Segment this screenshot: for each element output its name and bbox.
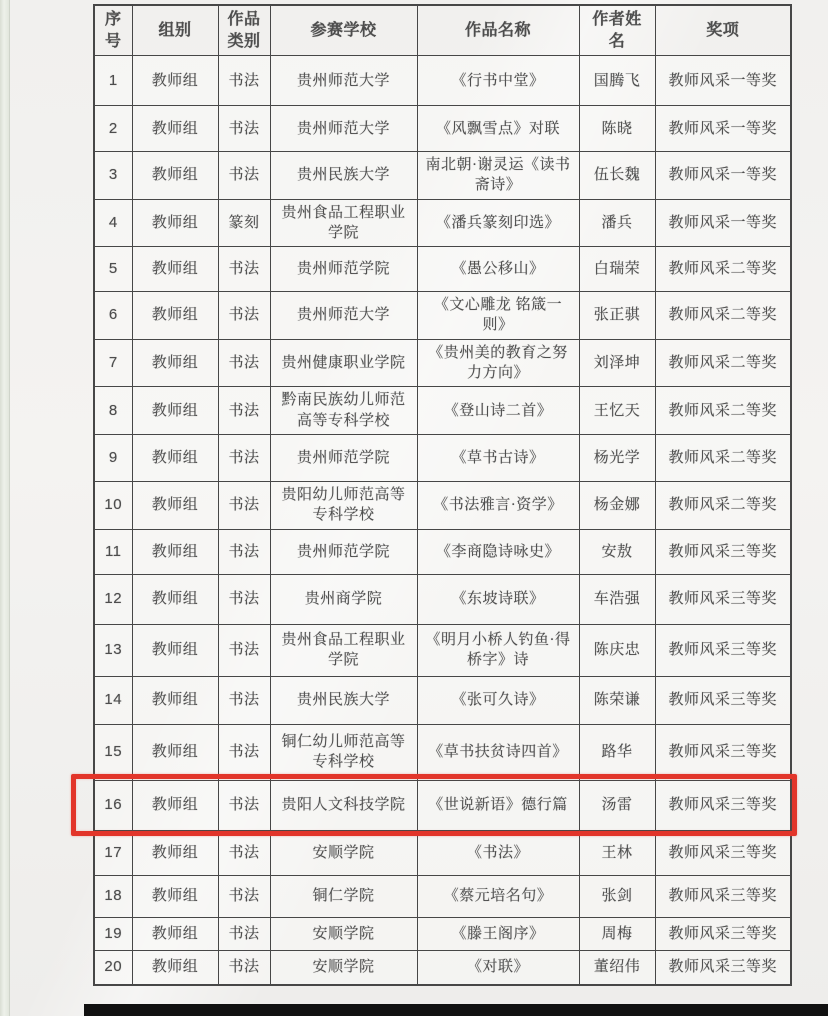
table-row xyxy=(94,387,791,435)
cell-award: 教师风采二等奖 xyxy=(655,482,791,530)
cell-group: 教师组 xyxy=(132,780,218,830)
cell-author: 杨金娜 xyxy=(579,482,655,530)
cell-group: 教师组 xyxy=(132,435,218,482)
cell-no: 3 xyxy=(94,152,132,200)
cell-group: 教师组 xyxy=(132,830,218,875)
cell-school: 贵阳幼儿师范高等专科学校 xyxy=(270,482,417,530)
cell-category: 书法 xyxy=(218,106,270,152)
column-header-author: 作者姓名 xyxy=(579,5,655,56)
cell-author: 董绍伟 xyxy=(579,950,655,985)
cell-no: 17 xyxy=(94,830,132,875)
cell-category: 书法 xyxy=(218,247,270,292)
cell-group: 教师组 xyxy=(132,56,218,106)
cell-group: 教师组 xyxy=(132,624,218,676)
cell-category: 书法 xyxy=(218,624,270,676)
cell-category: 书法 xyxy=(218,482,270,530)
cell-work: 《东坡诗联》 xyxy=(417,574,579,624)
cell-group: 教师组 xyxy=(132,875,218,917)
cell-award: 教师风采三等奖 xyxy=(655,724,791,780)
cell-no: 13 xyxy=(94,624,132,676)
cell-work: 《世说新语》德行篇 xyxy=(417,780,579,830)
cell-category: 书法 xyxy=(218,875,270,917)
cell-award: 教师风采三等奖 xyxy=(655,950,791,985)
cell-category: 书法 xyxy=(218,56,270,106)
table-row xyxy=(94,917,791,950)
cell-work: 《张可久诗》 xyxy=(417,676,579,724)
cell-no: 15 xyxy=(94,724,132,780)
cell-award: 教师风采一等奖 xyxy=(655,106,791,152)
cell-award: 教师风采一等奖 xyxy=(655,56,791,106)
cell-category: 篆刻 xyxy=(218,199,270,247)
cell-group: 教师组 xyxy=(132,106,218,152)
table-row xyxy=(94,830,791,875)
cell-award: 教师风采二等奖 xyxy=(655,387,791,435)
cell-no: 11 xyxy=(94,529,132,574)
table-row xyxy=(94,950,791,985)
cell-group: 教师组 xyxy=(132,574,218,624)
cell-work: 《对联》 xyxy=(417,950,579,985)
cell-school: 贵州健康职业学院 xyxy=(270,339,417,387)
cell-work: 《明月小桥人钓鱼·得桥字》诗 xyxy=(417,624,579,676)
table-row xyxy=(94,482,791,530)
cell-school: 安顺学院 xyxy=(270,917,417,950)
cell-award: 教师风采一等奖 xyxy=(655,199,791,247)
awards-table xyxy=(93,4,792,986)
cell-school: 贵州师范学院 xyxy=(270,529,417,574)
cell-school: 贵州民族大学 xyxy=(270,152,417,200)
cell-school: 贵州食品工程职业学院 xyxy=(270,199,417,247)
cell-school: 贵州师范学院 xyxy=(270,247,417,292)
awards-table-body xyxy=(94,56,791,986)
cell-author: 王忆天 xyxy=(579,387,655,435)
cell-school: 贵州商学院 xyxy=(270,574,417,624)
cell-no: 16 xyxy=(94,780,132,830)
cell-work: 《书法》 xyxy=(417,830,579,875)
cell-school: 贵州食品工程职业学院 xyxy=(270,624,417,676)
photo-bottom-bar xyxy=(84,1004,828,1016)
cell-award: 教师风采三等奖 xyxy=(655,529,791,574)
cell-no: 10 xyxy=(94,482,132,530)
cell-work: 《风飘雪点》对联 xyxy=(417,106,579,152)
cell-no: 14 xyxy=(94,676,132,724)
cell-group: 教师组 xyxy=(132,152,218,200)
table-row xyxy=(94,152,791,200)
cell-group: 教师组 xyxy=(132,676,218,724)
cell-school: 铜仁幼儿师范高等专科学校 xyxy=(270,724,417,780)
cell-group: 教师组 xyxy=(132,199,218,247)
cell-work: 《书法雅言·资学》 xyxy=(417,482,579,530)
cell-author: 陈晓 xyxy=(579,106,655,152)
cell-school: 黔南民族幼儿师范高等专科学校 xyxy=(270,387,417,435)
cell-school: 贵州师范学院 xyxy=(270,435,417,482)
column-header-group: 组别 xyxy=(132,5,218,56)
cell-work: 《蔡元培名句》 xyxy=(417,875,579,917)
column-header-category: 作品类别 xyxy=(218,5,270,56)
cell-author: 白瑞荣 xyxy=(579,247,655,292)
cell-award: 教师风采三等奖 xyxy=(655,875,791,917)
cell-author: 张正骐 xyxy=(579,292,655,340)
table-row xyxy=(94,529,791,574)
cell-author: 陈庆忠 xyxy=(579,624,655,676)
cell-work: 《李商隐诗咏史》 xyxy=(417,529,579,574)
cell-category: 书法 xyxy=(218,917,270,950)
cell-no: 7 xyxy=(94,339,132,387)
cell-award: 教师风采三等奖 xyxy=(655,676,791,724)
cell-category: 书法 xyxy=(218,724,270,780)
table-row xyxy=(94,56,791,106)
cell-no: 1 xyxy=(94,56,132,106)
cell-group: 教师组 xyxy=(132,529,218,574)
cell-author: 杨光学 xyxy=(579,435,655,482)
cell-category: 书法 xyxy=(218,435,270,482)
cell-award: 教师风采二等奖 xyxy=(655,292,791,340)
cell-no: 19 xyxy=(94,917,132,950)
cell-group: 教师组 xyxy=(132,292,218,340)
cell-award: 教师风采二等奖 xyxy=(655,339,791,387)
table-row xyxy=(94,574,791,624)
cell-no: 2 xyxy=(94,106,132,152)
cell-group: 教师组 xyxy=(132,339,218,387)
column-header-no: 序号 xyxy=(94,5,132,56)
cell-author: 张剑 xyxy=(579,875,655,917)
cell-school: 贵州民族大学 xyxy=(270,676,417,724)
table-row xyxy=(94,106,791,152)
cell-work: 《草书古诗》 xyxy=(417,435,579,482)
cell-category: 书法 xyxy=(218,780,270,830)
cell-no: 12 xyxy=(94,574,132,624)
cell-group: 教师组 xyxy=(132,724,218,780)
cell-no: 8 xyxy=(94,387,132,435)
cell-author: 潘兵 xyxy=(579,199,655,247)
cell-author: 伍长魏 xyxy=(579,152,655,200)
cell-work: 《行书中堂》 xyxy=(417,56,579,106)
cell-group: 教师组 xyxy=(132,950,218,985)
cell-work: 《文心雕龙 铭箴一则》 xyxy=(417,292,579,340)
column-header-school: 参赛学校 xyxy=(270,5,417,56)
table-row xyxy=(94,247,791,292)
cell-author: 车浩强 xyxy=(579,574,655,624)
cell-award: 教师风采三等奖 xyxy=(655,917,791,950)
table-header xyxy=(94,5,791,56)
cell-school: 铜仁学院 xyxy=(270,875,417,917)
cell-group: 教师组 xyxy=(132,387,218,435)
table-row xyxy=(94,624,791,676)
cell-work: 《滕王阁序》 xyxy=(417,917,579,950)
page-left-edge xyxy=(0,0,10,1016)
cell-no: 18 xyxy=(94,875,132,917)
cell-author: 刘泽坤 xyxy=(579,339,655,387)
cell-category: 书法 xyxy=(218,292,270,340)
header-row xyxy=(94,5,791,56)
cell-work: 南北朝·谢灵运《读书斋诗》 xyxy=(417,152,579,200)
cell-group: 教师组 xyxy=(132,917,218,950)
cell-author: 安敖 xyxy=(579,529,655,574)
cell-group: 教师组 xyxy=(132,482,218,530)
cell-school: 安顺学院 xyxy=(270,830,417,875)
table-row xyxy=(94,199,791,247)
cell-school: 安顺学院 xyxy=(270,950,417,985)
table-row xyxy=(94,780,791,830)
table-row xyxy=(94,875,791,917)
column-header-award: 奖项 xyxy=(655,5,791,56)
cell-author: 王林 xyxy=(579,830,655,875)
table-row xyxy=(94,724,791,780)
cell-school: 贵州师范大学 xyxy=(270,292,417,340)
cell-no: 9 xyxy=(94,435,132,482)
cell-author: 国腾飞 xyxy=(579,56,655,106)
cell-award: 教师风采二等奖 xyxy=(655,247,791,292)
cell-category: 书法 xyxy=(218,152,270,200)
cell-group: 教师组 xyxy=(132,247,218,292)
cell-work: 《草书扶贫诗四首》 xyxy=(417,724,579,780)
cell-award: 教师风采三等奖 xyxy=(655,574,791,624)
cell-no: 20 xyxy=(94,950,132,985)
cell-award: 教师风采三等奖 xyxy=(655,624,791,676)
cell-work: 《潘兵篆刻印选》 xyxy=(417,199,579,247)
cell-award: 教师风采三等奖 xyxy=(655,830,791,875)
cell-category: 书法 xyxy=(218,676,270,724)
cell-category: 书法 xyxy=(218,830,270,875)
cell-school: 贵州师范大学 xyxy=(270,56,417,106)
cell-award: 教师风采一等奖 xyxy=(655,152,791,200)
table-row xyxy=(94,339,791,387)
cell-award: 教师风采三等奖 xyxy=(655,780,791,830)
cell-work: 《愚公移山》 xyxy=(417,247,579,292)
table-row xyxy=(94,435,791,482)
cell-category: 书法 xyxy=(218,387,270,435)
column-header-work: 作品名称 xyxy=(417,5,579,56)
cell-school: 贵阳人文科技学院 xyxy=(270,780,417,830)
cell-author: 路华 xyxy=(579,724,655,780)
cell-work: 《登山诗二首》 xyxy=(417,387,579,435)
table-row xyxy=(94,292,791,340)
cell-school: 贵州师范大学 xyxy=(270,106,417,152)
cell-no: 6 xyxy=(94,292,132,340)
cell-category: 书法 xyxy=(218,529,270,574)
table-row xyxy=(94,676,791,724)
cell-author: 周梅 xyxy=(579,917,655,950)
cell-author: 汤雷 xyxy=(579,780,655,830)
cell-no: 5 xyxy=(94,247,132,292)
cell-work: 《贵州美的教育之努力方向》 xyxy=(417,339,579,387)
cell-award: 教师风采二等奖 xyxy=(655,435,791,482)
cell-category: 书法 xyxy=(218,574,270,624)
cell-no: 4 xyxy=(94,199,132,247)
cell-category: 书法 xyxy=(218,950,270,985)
cell-category: 书法 xyxy=(218,339,270,387)
cell-author: 陈荣谦 xyxy=(579,676,655,724)
